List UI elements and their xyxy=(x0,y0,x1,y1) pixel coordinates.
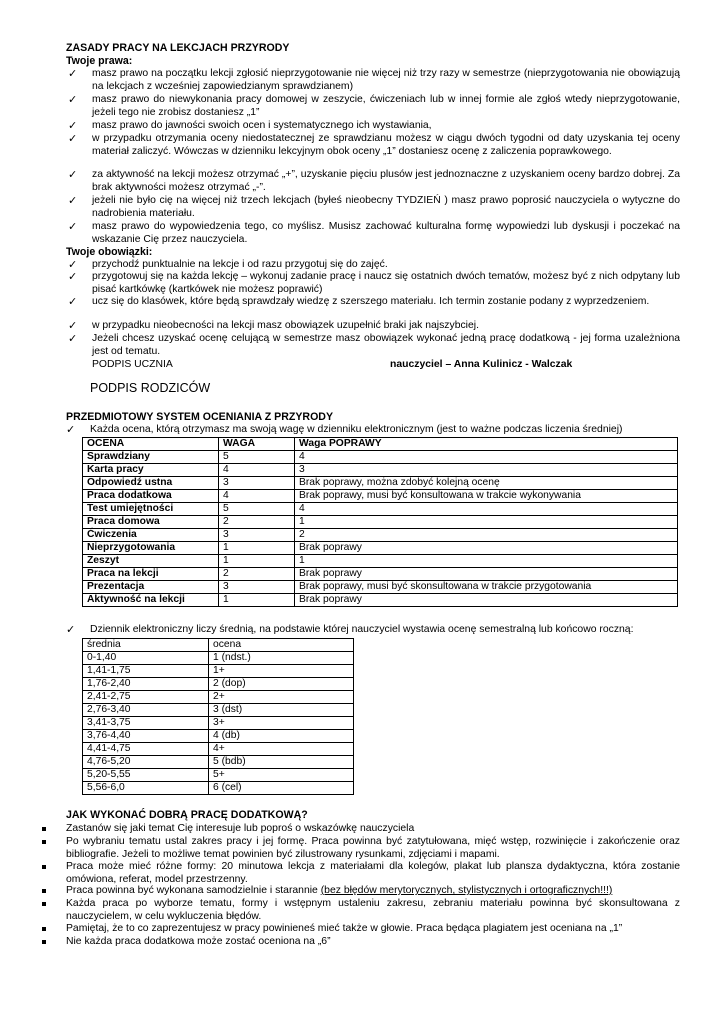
duties-item: ✓ przychodź punktualnie na lekcje i od razu przygotuj się do zajęć. xyxy=(68,259,388,271)
table-row: 1,41-1,75 1+ xyxy=(83,665,354,678)
table-row: 5,56-6,0 6 (cel) xyxy=(83,782,354,795)
table-row: Ćwiczenia 3 2 xyxy=(83,529,678,542)
table-row: 3,41-3,75 3+ xyxy=(83,717,354,730)
table-row: Karta pracy 4 3 xyxy=(83,464,678,477)
bullet-square-icon xyxy=(42,865,46,869)
extra-item: Nie każda praca dodatkowa może zostać oceniona na „6” xyxy=(66,936,680,949)
check-icon: ✓ xyxy=(68,169,78,181)
extra-item: Praca powinna być wykonana samodzielnie i starannie (bez błędów merytorycznych, stylistycznych i ortograficznych!!!) xyxy=(66,885,680,898)
teacher-name: nauczyciel – Anna Kulinicz - Walczak xyxy=(390,359,573,370)
check-icon: ✓ xyxy=(68,333,78,345)
table-row: Aktywność na lekcji 1 Brak poprawy xyxy=(83,594,678,607)
check-icon: ✓ xyxy=(68,296,78,308)
bullet-square-icon xyxy=(42,902,46,906)
bullet-square-icon xyxy=(42,827,46,831)
check-icon: ✓ xyxy=(68,94,78,106)
table-row: Sprawdziany 5 4 xyxy=(83,451,678,464)
duties-item: ✓ w przypadku nieobecności na lekcji masz obowiązek uzupełnić braki jak najszybciej. xyxy=(68,320,479,332)
extra-item: Praca może mieć różne formy: 20 minutowa lekcja z materiałami dla kolegów, plakat lub plansza dydaktyczna, która zostanie omówiona, referat, model przestrzenny. xyxy=(66,861,680,887)
check-icon: ✓ xyxy=(66,424,76,436)
rights-item: ✓ masz prawo do wypowiedzenia tego, co myślisz. Musisz zachować kulturalna formę wypowiedzi lub dyskusji i poczekać na wskazanie Cię przez nauczyciela. xyxy=(68,221,680,245)
check-icon: ✓ xyxy=(68,195,78,207)
table-row: 3,76-4,40 4 (db) xyxy=(83,730,354,743)
check-icon: ✓ xyxy=(68,271,78,283)
table-row: 4,76-5,20 5 (bdb) xyxy=(83,756,354,769)
extra-item: Pamiętaj, że to co zaprezentujesz w pracy powinieneś mieć także w głowie. Praca będąca plagiatem jest oceniana na „1” xyxy=(66,923,680,936)
check-icon: ✓ xyxy=(68,133,78,145)
table-row: Prezentacja 3 Brak poprawy, musi być skonsultowana w trakcie przygotowania xyxy=(83,581,678,594)
rights-item: ✓ w przypadku otrzymania oceny niedostatecznej ze sprawdzianu możesz w ciągu dwóch tygodni od daty uzyskania tej oceny materiał zaliczyć. Wówczas w dzienniku lekcyjnym obok oceny „1” dostaniesz ocenę z zaliczenia poprawkowego. xyxy=(68,133,680,157)
extra-item: Każda praca po wyborze tematu, formy i wstępnym ustaleniu zakresu, zebraniu materiału powinna być skonsultowana z nauczycielem, w celu wykluczenia błędów. xyxy=(66,898,680,924)
bullet-square-icon xyxy=(42,927,46,931)
table-header-row: średnia ocena xyxy=(83,639,354,652)
rights-item: ✓ masz prawo do niewykonania pracy domowej w zeszycie, ćwiczeniach lub w innej formie ale zgłoś wtedy nieprzygotowanie, jeżeli tego nie zrobisz dostaniesz „1” xyxy=(68,94,680,118)
underlined-note: (bez błędów merytorycznych, stylistycznych i ortograficznych!!!) xyxy=(320,885,613,896)
weight-note: ✓ Każda ocena, którą otrzymasz ma swoją wagę w dzienniku elektronicznym (jest to ważne podczas liczenia średniej) xyxy=(66,424,623,436)
table-row: Zeszyt 1 1 xyxy=(83,555,678,568)
check-icon: ✓ xyxy=(66,624,76,636)
check-icon: ✓ xyxy=(68,68,78,80)
table-row: Praca na lekcji 2 Brak poprawy xyxy=(83,568,678,581)
table-row: 5,20-5,55 5+ xyxy=(83,769,354,782)
table-row: Praca dodatkowa 4 Brak poprawy, musi być konsultowana w trakcie wykonywania xyxy=(83,490,678,503)
parents-signature-label: PODPIS RODZICÓW xyxy=(90,381,211,395)
rights-item: ✓ masz prawo na początku lekcji zgłosić nieprzygotowanie nie więcej niż trzy razy w semestrze (nieprzygotowania nie obowiązują na lekcjach z wcześniej zapowiedzianym sprawdzianem) xyxy=(68,68,680,92)
table-row: 2,41-2,75 2+ xyxy=(83,691,354,704)
rights-item: ✓ masz prawo do jawności swoich ocen i systematycznego ich wystawiania, xyxy=(68,120,432,132)
extra-item: Zastanów się jaki temat Cię interesuje lub poproś o wskazówkę nauczyciela xyxy=(66,823,680,836)
bullet-square-icon xyxy=(42,889,46,893)
table-row: Test umiejętności 5 4 xyxy=(83,503,678,516)
table-row: 0-1,40 1 (ndst.) xyxy=(83,652,354,665)
check-icon: ✓ xyxy=(68,320,78,332)
rights-heading: Twoje prawa: xyxy=(66,55,133,67)
table-row: Nieprzygotowania 1 Brak poprawy xyxy=(83,542,678,555)
check-icon: ✓ xyxy=(68,221,78,233)
check-icon: ✓ xyxy=(68,259,78,271)
table-row: Odpowiedź ustna 3 Brak poprawy, można zdobyć kolejną ocenę xyxy=(83,477,678,490)
table-row: Praca domowa 2 1 xyxy=(83,516,678,529)
table-row: 1,76-2,40 2 (dop) xyxy=(83,678,354,691)
duties-item: ✓ przygotowuj się na każda lekcję – wykonuj zadanie pracę i naucz się ostatnich dwóch tematów, możesz być z nich odpytany lub pisać kartkówkę (kartkówek nie możesz poprawić) xyxy=(68,271,680,295)
student-signature-label: PODPIS UCZNIA xyxy=(92,359,173,370)
table-header-row: OCENA WAGA Waga POPRAWY xyxy=(83,438,678,451)
weights-table xyxy=(82,437,678,607)
extra-item: Po wybraniu tematu ustal zakres pracy i jej formę. Praca powinna być zatytułowana, mięć wstęp, rozwinięcie i zakończenie oraz bibliografie. Jeżeli to możliwe temat powinien być zilustrowany rysunkami, zdjęciami i mapami. xyxy=(66,836,680,862)
page-title: ZASADY PRACY NA LEKCJACH PRZYRODY xyxy=(66,42,290,54)
duties-item: ✓ ucz się do klasówek, które będą sprawdzały wiedzę z szerszego materiału. Ich termin zostanie podany z wyprzedzeniem. xyxy=(68,296,650,308)
average-table xyxy=(82,638,354,795)
rights-item: ✓ jeżeli nie było cię na więcej niż trzech lekcjach (byłeś nieobecny TYDZIEŃ ) masz prawo poprosić nauczyciela o wytyczne do nadrobienia materiału. xyxy=(68,195,680,219)
table-row: 2,76-3,40 3 (dst) xyxy=(83,704,354,717)
grading-system-heading: PRZEDMIOTOWY SYSTEM OCENIANIA Z PRZYRODY xyxy=(66,411,334,423)
average-note: ✓ Dziennik elektroniczny liczy średnią, na podstawie której nauczyciel wystawia ocenę semestralną lub końcowo roczną: xyxy=(66,624,634,636)
bullet-square-icon xyxy=(42,940,46,944)
check-icon: ✓ xyxy=(68,120,78,132)
duties-heading: Twoje obowiązki: xyxy=(66,246,153,258)
extra-work-heading: JAK WYKONAĆ DOBRĄ PRACĘ DODATKOWĄ? xyxy=(66,809,308,821)
rights-item: ✓ za aktywność na lekcji możesz otrzymać „+”, uzyskanie pięciu plusów jest jednoznaczne z uzyskaniem oceny bardzo dobrej. Za brak aktywności możesz otrzymać „-”. xyxy=(68,169,680,193)
bullet-square-icon xyxy=(42,840,46,844)
duties-item: ✓ Jeżeli chcesz uzyskać ocenę celującą w semestrze masz obowiązek wykonać jedną pracę dodatkową - jej forma uzależniona jest od tematu. xyxy=(68,333,680,357)
table-row: 4,41-4,75 4+ xyxy=(83,743,354,756)
